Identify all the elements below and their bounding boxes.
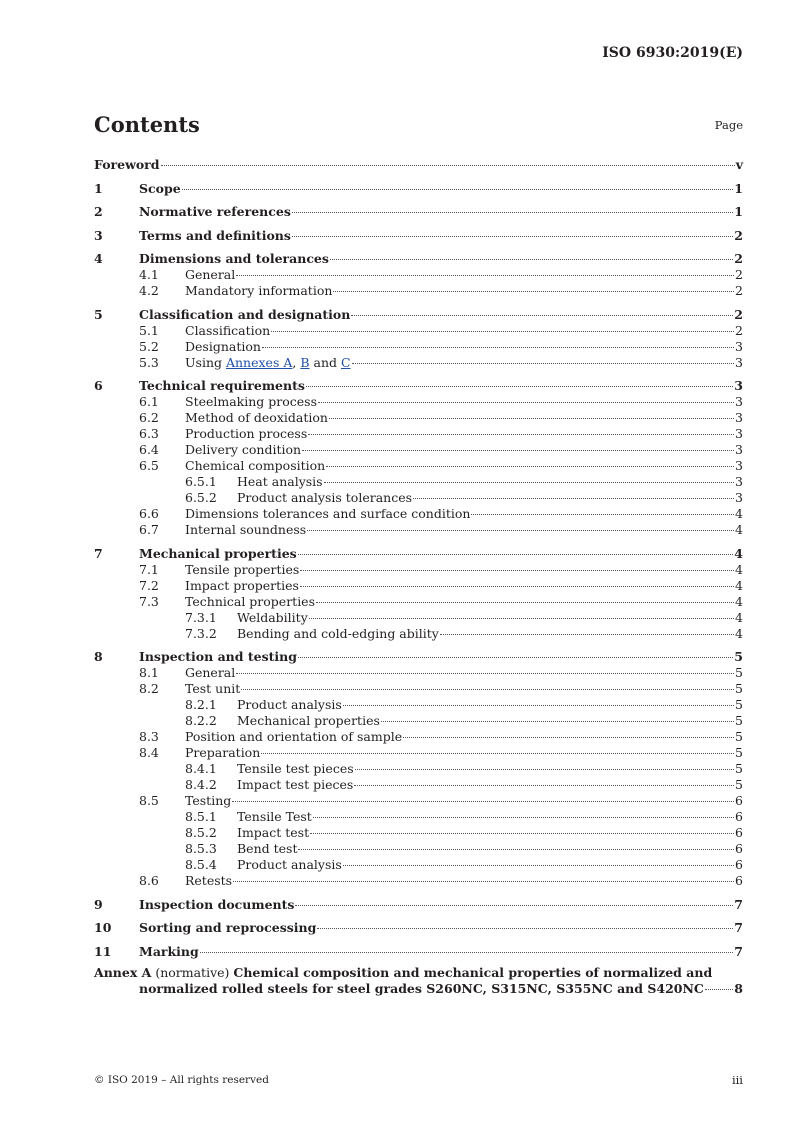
toc-title: Scope — [139, 180, 181, 196]
toc-page: 5 — [735, 681, 743, 696]
dot-leader — [326, 466, 734, 467]
toc-title: Method of deoxidation — [185, 410, 328, 425]
toc-number: 6.6 — [139, 506, 159, 521]
annex-title-line-2: normalized rolled steels for steel grades S260NC, S315NC, S355NC and S420NC — [139, 980, 704, 996]
toc-entry-6-4[interactable] — [94, 442, 743, 458]
toc-title: Mandatory information — [185, 283, 333, 298]
toc-title: Technical properties — [185, 593, 315, 609]
toc-title: Product analysis — [237, 697, 342, 712]
toc-title: Position and orientation of sample — [185, 729, 403, 744]
toc-entry-8-4[interactable] — [94, 745, 743, 761]
toc-entry-11[interactable] — [94, 943, 743, 960]
page-number: iii — [731, 1073, 743, 1087]
toc-title: Delivery condition — [185, 442, 302, 457]
toc-title: Steelmaking process — [185, 394, 318, 409]
toc-number: 9 — [94, 896, 103, 912]
toc-title: Product analysis — [237, 857, 342, 872]
toc-title: Mechanical properties — [237, 713, 380, 728]
dot-leader — [333, 291, 734, 292]
toc-number: 5.2 — [139, 338, 159, 354]
dot-leader — [355, 769, 734, 770]
toc-page: 4 — [735, 522, 743, 537]
toc-number: 5.1 — [139, 322, 159, 338]
toc-page: 7 — [734, 943, 743, 959]
toc-title: Sorting and reprocessing — [139, 920, 317, 935]
toc-page: 4 — [735, 609, 743, 625]
toc-title: Inspection and testing — [139, 649, 297, 664]
toc-page: 4 — [735, 625, 743, 641]
toc-entry-8-4-2[interactable] — [94, 777, 743, 793]
dot-leader — [236, 673, 734, 674]
toc-entry-7-1[interactable] — [94, 562, 743, 578]
toc-title: Terms and definitions — [139, 227, 291, 243]
dot-leader — [440, 634, 734, 635]
annex-type: (normative) — [151, 964, 234, 980]
toc-number: 7.3.1 — [185, 609, 217, 625]
toc-number: 8.4.2 — [185, 777, 217, 792]
toc-title: Tensile test pieces — [237, 761, 354, 776]
toc-title: Weldability — [237, 609, 308, 625]
toc-entry-8-5-1[interactable] — [94, 809, 743, 825]
annex-a-line-1 — [94, 965, 743, 981]
toc-entry-8-5-4[interactable] — [94, 857, 743, 873]
toc-entry-foreword[interactable] — [94, 156, 743, 173]
toc-page: 5 — [735, 761, 743, 776]
toc-entry-annex-a[interactable] — [94, 965, 743, 997]
dot-leader — [317, 928, 733, 929]
toc-entry-5-1[interactable] — [94, 323, 743, 339]
toc-entry-6-3[interactable] — [94, 426, 743, 442]
toc-entry-2[interactable] — [94, 203, 743, 220]
toc-number: 6 — [94, 378, 103, 393]
annex-label: Annex A — [94, 964, 152, 980]
dot-leader — [318, 402, 734, 403]
toc-title: Tensile Test — [237, 809, 312, 824]
toc-number: 5 — [94, 306, 103, 322]
toc-title: Technical requirements — [139, 378, 305, 393]
dot-leader — [200, 952, 734, 953]
dot-leader — [316, 602, 734, 603]
toc-number: 8.2.1 — [185, 697, 217, 712]
toc-number: 8.4 — [139, 745, 159, 760]
dot-leader — [413, 498, 734, 499]
toc-page: 6 — [735, 857, 743, 872]
toc-number: 8.5.4 — [185, 857, 217, 872]
toc-title: Tensile properties — [185, 561, 300, 577]
toc-page: 5 — [735, 777, 743, 792]
dot-leader — [309, 618, 734, 619]
dot-leader — [233, 881, 734, 882]
standard-identifier: ISO 6930:2019(E) — [602, 45, 743, 61]
toc-number: 8.5.2 — [185, 825, 217, 840]
toc-entry-5-2[interactable] — [94, 339, 743, 355]
toc-page: 5 — [735, 745, 743, 760]
toc-entry-3[interactable] — [94, 227, 743, 244]
toc-title: Impact test — [237, 825, 310, 840]
toc-page: 5 — [735, 713, 743, 728]
toc-number: 6.2 — [139, 410, 159, 425]
toc-entry-8-3[interactable] — [94, 729, 743, 745]
toc-number: 7.3.2 — [185, 625, 217, 641]
toc-page: 8 — [734, 980, 743, 996]
dot-leader — [298, 657, 733, 658]
toc-page: 6 — [735, 841, 743, 856]
toc-title: Heat analysis — [237, 474, 323, 489]
dot-leader — [329, 418, 734, 419]
toc-entry-6-5-2[interactable] — [94, 490, 743, 506]
toc-number: 8.2 — [139, 681, 159, 696]
toc-number: 4.2 — [139, 283, 159, 298]
toc-entry-8-6[interactable] — [94, 873, 743, 889]
toc-title-separator: , — [292, 354, 301, 370]
toc-title-prefix: Using — [185, 354, 226, 370]
toc-title: General — [185, 665, 236, 680]
toc-number: 8.5.1 — [185, 809, 217, 824]
toc-page: 3 — [735, 474, 743, 489]
toc-title: Internal soundness — [185, 522, 307, 537]
toc-page: 4 — [735, 561, 743, 577]
dot-leader — [298, 554, 734, 555]
toc-page: 6 — [735, 873, 743, 888]
toc-page: 5 — [735, 697, 743, 712]
toc-page: 6 — [735, 825, 743, 840]
toc-page: 3 — [735, 338, 743, 354]
toc-entry-8-1[interactable] — [94, 665, 743, 681]
toc-title: Mechanical properties — [139, 545, 297, 561]
toc-page: 4 — [734, 545, 743, 561]
toc-page: 4 — [735, 506, 743, 521]
toc-number: 6.5 — [139, 458, 159, 473]
dot-leader — [343, 705, 734, 706]
toc-page: 3 — [735, 442, 743, 457]
toc-number: 8.1 — [139, 665, 159, 680]
toc-title: Marking — [139, 943, 199, 959]
toc-page: v — [735, 157, 743, 172]
toc-number: 8.5 — [139, 793, 159, 808]
toc-title: Test unit — [185, 681, 241, 696]
dot-leader — [261, 753, 734, 754]
toc-page: 3 — [735, 458, 743, 473]
dot-leader — [313, 817, 734, 818]
toc-title: Dimensions and tolerances — [139, 251, 329, 266]
toc-page: 4 — [735, 593, 743, 609]
dot-leader — [262, 347, 734, 348]
toc-title: Preparation — [185, 745, 261, 760]
toc-entry-6-5[interactable] — [94, 458, 743, 474]
toc-page: 3 — [735, 410, 743, 425]
dot-leader — [182, 189, 734, 190]
toc-entry-4-1[interactable] — [94, 267, 743, 283]
toc-title: Product analysis tolerances — [237, 490, 413, 505]
annex-b-link[interactable]: B — [300, 354, 310, 370]
dot-leader — [300, 586, 734, 587]
dot-leader — [354, 785, 734, 786]
dot-leader — [241, 689, 734, 690]
toc-entry-7-2[interactable] — [94, 578, 743, 594]
dot-leader — [705, 989, 733, 990]
annex-a-line-2 — [94, 981, 743, 997]
toc-entry-4[interactable] — [94, 250, 743, 267]
toc-number: 8 — [94, 649, 103, 664]
dot-leader — [308, 434, 734, 435]
toc-entry-8-5-3[interactable] — [94, 841, 743, 857]
toc-page: 1 — [734, 180, 743, 196]
dot-leader — [292, 236, 733, 237]
dot-leader — [381, 721, 734, 722]
dot-leader — [403, 737, 734, 738]
toc-entry-8-5-2[interactable] — [94, 825, 743, 841]
toc-title: Inspection documents — [139, 896, 295, 912]
toc-entry-7-3[interactable] — [94, 594, 743, 610]
toc-page: 2 — [735, 322, 743, 338]
toc-number: 8.2.2 — [185, 713, 217, 728]
toc-page: 7 — [734, 896, 743, 912]
toc-entry-7-3-2[interactable] — [94, 626, 743, 642]
toc-title: Foreword — [94, 157, 160, 172]
toc-number: 8.4.1 — [185, 761, 217, 776]
dot-leader — [298, 849, 734, 850]
toc-page: 4 — [735, 577, 743, 593]
toc-entry-6-6[interactable] — [94, 506, 743, 522]
toc-entry-8[interactable] — [94, 648, 743, 665]
toc-number: 4.1 — [139, 267, 159, 282]
toc-number: 7 — [94, 545, 103, 561]
annex-title-line-1: Chemical composition and mechanical properties of normalized and — [233, 964, 713, 980]
dot-leader — [351, 315, 733, 316]
toc-page: 5 — [735, 665, 743, 680]
dot-leader — [343, 865, 734, 866]
dot-leader — [236, 275, 734, 276]
toc-entry-7-3-1[interactable] — [94, 610, 743, 626]
toc-page: 2 — [734, 251, 743, 266]
toc-entry-8-2-1[interactable] — [94, 697, 743, 713]
toc-page: 2 — [734, 306, 743, 322]
toc-page: 2 — [734, 227, 743, 243]
contents-title: Contents — [94, 112, 200, 137]
toc-entry-7[interactable] — [94, 545, 743, 562]
toc-number: 4 — [94, 251, 103, 266]
toc-title: Normative references — [139, 204, 291, 219]
toc-entry-4-2[interactable] — [94, 283, 743, 299]
toc-number: 1 — [94, 180, 103, 196]
dot-leader — [306, 386, 733, 387]
dot-leader — [300, 570, 734, 571]
annex-c-link[interactable]: C — [340, 354, 351, 370]
toc-entry-5[interactable] — [94, 306, 743, 323]
toc-number: 11 — [94, 943, 112, 959]
toc-entry-9[interactable] — [94, 896, 743, 913]
toc-page: 3 — [735, 394, 743, 409]
toc-title: Testing — [185, 793, 232, 808]
toc-page: 3 — [735, 490, 743, 505]
toc-page: 7 — [734, 920, 743, 935]
toc-title — [185, 355, 351, 371]
toc-entry-8-2-2[interactable] — [94, 713, 743, 729]
toc-title: Bending and cold-edging ability — [237, 625, 439, 641]
dot-leader — [324, 482, 734, 483]
toc-page: 5 — [735, 729, 743, 744]
dot-leader — [232, 801, 734, 802]
toc-number: 8.6 — [139, 873, 159, 888]
toc-number: 6.7 — [139, 522, 159, 537]
dot-leader — [330, 259, 733, 260]
toc-page: 5 — [734, 649, 743, 664]
toc-number: 5.3 — [139, 354, 159, 370]
toc-title: General — [185, 267, 236, 282]
toc-title-separator: and — [309, 354, 341, 370]
toc-entry-5-3[interactable] — [94, 355, 743, 371]
copyright-notice: © ISO 2019 – All rights reserved — [94, 1074, 269, 1086]
annex-a-link[interactable]: Annexes A — [225, 354, 293, 370]
dot-leader — [471, 514, 734, 515]
toc-number: 6.5.2 — [185, 490, 217, 505]
dot-leader — [307, 530, 734, 531]
toc-title: Dimensions tolerances and surface condition — [185, 506, 471, 521]
toc-page: 2 — [735, 267, 743, 282]
toc-number: 7.1 — [139, 561, 159, 577]
toc-title: Impact properties — [185, 577, 299, 593]
dot-leader — [295, 905, 733, 906]
toc-number: 6.4 — [139, 442, 159, 457]
toc-number: 3 — [94, 227, 103, 243]
toc-title: Designation — [185, 338, 261, 354]
toc-number: 8.5.3 — [185, 841, 217, 856]
toc-entry-6-1[interactable] — [94, 394, 743, 410]
toc-title: Classification and designation — [139, 306, 351, 322]
dot-leader — [271, 331, 734, 332]
toc-title: Classification — [185, 322, 271, 338]
toc-page: 6 — [735, 793, 743, 808]
toc-number: 10 — [94, 920, 112, 935]
toc-entry-10[interactable] — [94, 919, 743, 936]
toc-number: 6.1 — [139, 394, 159, 409]
toc-entry-6-5-1[interactable] — [94, 474, 743, 490]
toc-title: Bend test — [237, 841, 298, 856]
toc-page: 3 — [734, 378, 743, 393]
toc-title: Impact test pieces — [237, 777, 354, 792]
toc-entry-6-7[interactable] — [94, 522, 743, 538]
toc-number: 7.2 — [139, 577, 159, 593]
toc-page: 6 — [735, 809, 743, 824]
toc-page: 2 — [735, 283, 743, 298]
toc-entry-6-2[interactable] — [94, 410, 743, 426]
dot-leader — [310, 833, 734, 834]
toc-number: 6.5.1 — [185, 474, 217, 489]
toc-number: 7.3 — [139, 593, 159, 609]
toc-entry-8-5[interactable] — [94, 793, 743, 809]
toc-title: Retests — [185, 873, 233, 888]
toc-entry-8-2[interactable] — [94, 681, 743, 697]
page-column-label: Page — [714, 118, 743, 132]
toc-title: Production process — [185, 426, 308, 441]
dot-leader — [302, 450, 734, 451]
toc-entry-1[interactable] — [94, 180, 743, 197]
dot-leader — [352, 363, 735, 364]
toc-title: Chemical composition — [185, 458, 326, 473]
toc-page: 3 — [735, 426, 743, 441]
toc-number: 2 — [94, 204, 103, 219]
toc-page: 1 — [734, 204, 743, 219]
toc-entry-8-4-1[interactable] — [94, 761, 743, 777]
table-of-contents — [94, 156, 743, 997]
dot-leader — [292, 212, 733, 213]
dot-leader — [161, 165, 735, 166]
toc-number: 8.3 — [139, 729, 159, 744]
toc-entry-6[interactable] — [94, 377, 743, 394]
toc-number: 6.3 — [139, 426, 159, 441]
toc-page: 3 — [735, 354, 743, 370]
